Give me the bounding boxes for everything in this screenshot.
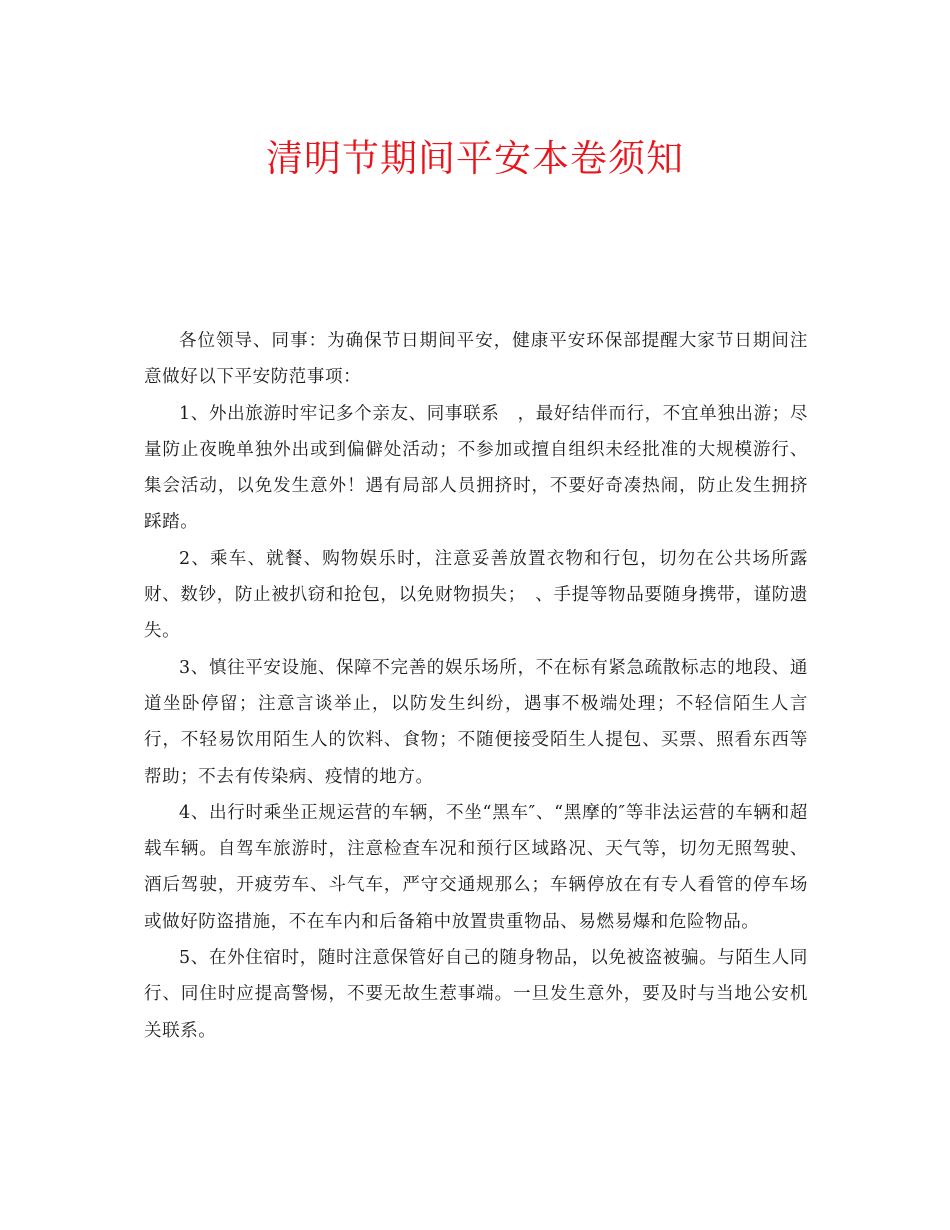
document-title: 清明节期间平安本卷须知 [266,137,684,180]
paragraph-item-4: 4、出行时乘坐正规运营的车辆，不坐“黑车″、“黑摩的″等非法运营的车辆和超载车辆。自驾车旅游时，注意检查车况和预行区域路况、天气等，切勿无照驾驶、酒后驾驶，开疲劳车、斗气车，严守交通规那么；车辆停放在有专人看管的停车场或做好防盗措施，不在车内和后备箱中放置贵重物品、易燃易爆和危险物品。 [144,802,808,932]
paragraph-item-1: 1、外出旅游时牢记多个亲友、同事联系 ，最好结伴而行，不宜单独出游；尽量防止夜晚单独外出或到偏僻处活动；不参加或擅自组织未经批准的大规模游行、集会活动，以免发生意外！遇有局部人员拥挤时，不要好奇凑热闹，防止发生拥挤踩踏。 [144,403,808,533]
paragraph-item-3: 3、慎往平安设施、保障不完善的娱乐场所，不在标有紧急疏散标志的地段、通道坐卧停留；注意言谈举止，以防发生纠纷，遇事不极端处理；不轻信陌生人言行，不轻易饮用陌生人的饮料、食物；不随便接受陌生人提包、买票、照看东西等帮助；不去有传染病、疫情的地方。 [144,657,808,787]
paragraph-greeting: 各位领导、同事：为确保节日期间平安，健康平安环保部提醒大家节日期间注意做好以下平安防范事项： [144,331,808,388]
paragraph-item-5: 5、在外住宿时，随时注意保管好自己的随身物品，以免被盗被骗。与陌生人同行、同住时应提高警惕，不要无故生惹事端。一旦发生意外，要及时与当地公安机关联系。 [144,948,808,1041]
document-body [144,323,808,1049]
paragraph-item-2: 2、乘车、就餐、购物娱乐时，注意妥善放置衣物和行包，切勿在公共场所露财、数钞，防止被扒窃和抢包，以免财物损失； 、手提等物品要随身携带，谨防遗失。 [144,548,808,642]
